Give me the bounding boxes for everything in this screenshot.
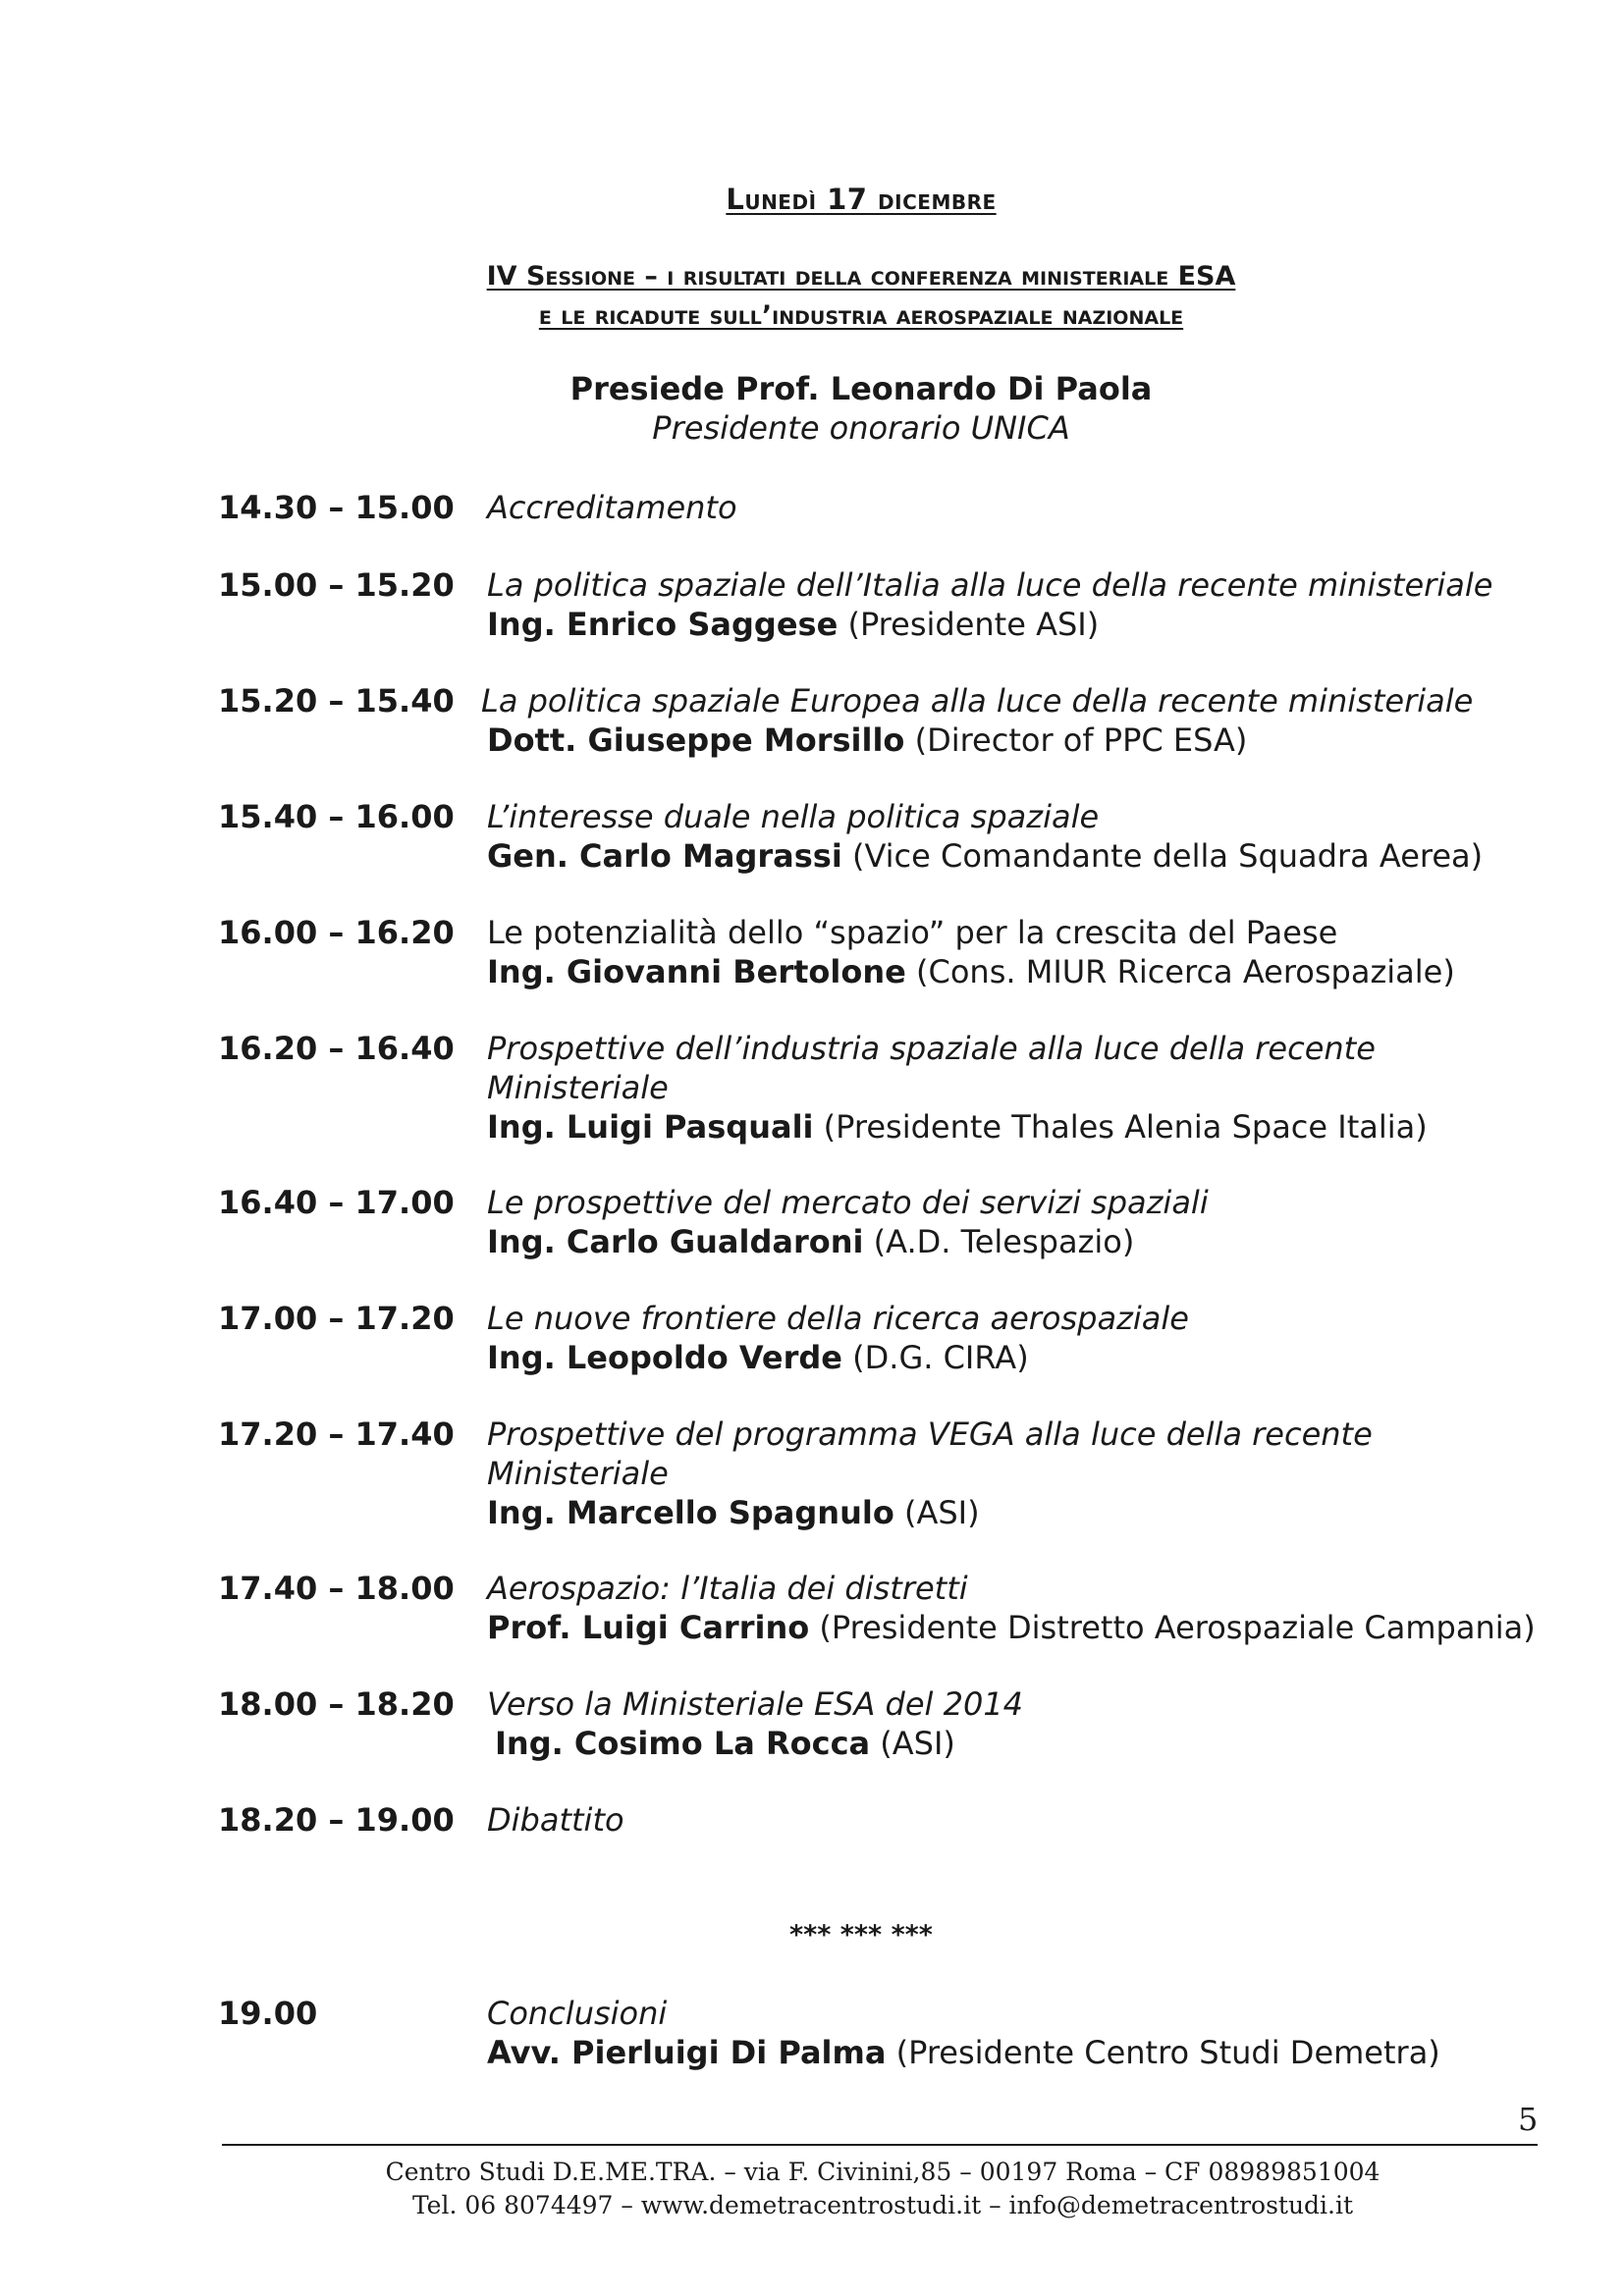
speaker-affiliation: (Cons. MIUR Ricerca Aerospaziale)	[905, 953, 1455, 990]
session-title-line-2: e le ricadute sull’industria aerospaziale nazionale	[538, 300, 1184, 331]
footer-contacts: Tel. 06 8074497 – www.demetracentrostudi.it – info@demetracentrostudi.it	[411, 2191, 1354, 2219]
schedule-title: Le nuove frontiere della ricerca aerospaziale	[487, 1300, 1189, 1337]
schedule-speaker	[487, 2033, 1597, 2072]
schedule-time: 14.30 – 15.00	[218, 489, 455, 526]
schedule-title: Le potenzialità dello “spazio” per la crescita del Paese	[487, 914, 1338, 951]
footer	[0, 2156, 1624, 2222]
schedule-title: Le prospettive del mercato dei servizi spaziali	[487, 1184, 1209, 1221]
session-chair	[0, 369, 1624, 448]
schedule-title: Verso la Ministeriale ESA del 2014	[487, 1685, 1024, 1723]
speaker-name: Dott. Giuseppe Morsillo	[487, 721, 905, 759]
schedule-speaker	[487, 952, 1597, 991]
session-title-line-1: IV Sessione – i risultati della conferenza ministeriale ESA	[486, 261, 1236, 292]
speaker-affiliation: (Presidente Centro Studi Demetra)	[886, 2034, 1440, 2071]
schedule-title: Prospettive del programma VEGA alla luce della recente	[487, 1415, 1373, 1453]
schedule-time: 17.00 – 17.20	[218, 1300, 455, 1337]
schedule-time: 19.00	[218, 1995, 318, 2032]
speaker-affiliation: (D.G. CIRA)	[841, 1339, 1029, 1376]
page-number: 5	[1518, 2101, 1539, 2138]
speaker-name: Ing. Leopoldo Verde	[487, 1339, 842, 1376]
schedule-title: Dibattito	[487, 1801, 624, 1839]
schedule-time: 15.40 – 16.00	[218, 798, 455, 835]
schedule-title-continued: Ministeriale	[487, 1069, 669, 1106]
speaker-name: Ing. Luigi Pasquali	[487, 1108, 814, 1146]
schedule-time: 16.00 – 16.20	[218, 914, 455, 951]
schedule-speaker	[487, 1338, 1597, 1377]
schedule-title: Accreditamento	[487, 489, 737, 526]
schedule-title: Aerospazio: l’Italia dei distretti	[487, 1570, 968, 1607]
speaker-affiliation: (Presidente Distretto Aerospaziale Campania)	[809, 1609, 1536, 1646]
footer-divider	[222, 2144, 1538, 2146]
speaker-name: Ing. Cosimo La Rocca	[495, 1725, 871, 1762]
schedule-speaker	[487, 1222, 1597, 1261]
schedule-time: 16.20 – 16.40	[218, 1030, 455, 1067]
schedule-time: 15.00 – 15.20	[218, 566, 455, 604]
schedule-speaker	[481, 721, 1591, 760]
schedule-speaker	[487, 1724, 1597, 1763]
schedule-speaker	[487, 836, 1597, 876]
session-title	[0, 257, 1624, 336]
schedule-time: 17.40 – 18.00	[218, 1570, 455, 1607]
schedule-title: L’interesse duale nella politica spaziale	[487, 798, 1100, 835]
schedule-time: 18.20 – 19.00	[218, 1801, 455, 1839]
speaker-affiliation: (A.D. Telespazio)	[863, 1223, 1135, 1260]
speaker-name: Prof. Luigi Carrino	[487, 1609, 810, 1646]
chair-name: Presiede Prof. Leonardo Di Paola	[569, 370, 1153, 407]
schedule-time: 15.20 – 15.40	[218, 682, 455, 720]
speaker-name: Avv. Pierluigi Di Palma	[487, 2034, 887, 2071]
schedule-speaker	[487, 605, 1597, 644]
speaker-affiliation: (ASI)	[893, 1494, 980, 1531]
speaker-affiliation: (Vice Comandante della Squadra Aerea)	[841, 837, 1484, 875]
schedule-title: La politica spaziale Europea alla luce della recente ministeriale	[481, 682, 1474, 720]
schedule-title: Conclusioni	[487, 1995, 668, 2032]
speaker-affiliation: (ASI)	[870, 1725, 955, 1762]
speaker-affiliation: (Director of PPC ESA)	[904, 721, 1248, 759]
schedule-speaker	[487, 1493, 1597, 1532]
schedule-speaker	[487, 1608, 1624, 1647]
speaker-name: Ing. Giovanni Bertolone	[487, 953, 906, 990]
schedule-time: 17.20 – 17.40	[218, 1415, 455, 1453]
speaker-name: Ing. Enrico Saggese	[487, 606, 839, 643]
schedule-time: 16.40 – 17.00	[218, 1184, 455, 1221]
speaker-name: Gen. Carlo Magrassi	[487, 837, 842, 875]
speaker-affiliation: (Presidente ASI)	[838, 606, 1100, 643]
schedule-title-continued: Ministeriale	[487, 1455, 669, 1492]
schedule-title: La politica spaziale dell’Italia alla luce della recente ministeriale	[487, 566, 1493, 604]
schedule-time: 18.00 – 18.20	[218, 1685, 455, 1723]
speaker-affiliation: (Presidente Thales Alenia Space Italia)	[813, 1108, 1428, 1146]
schedule-speaker	[487, 1107, 1597, 1147]
section-separator: *** *** ***	[789, 1920, 933, 1950]
speaker-name: Ing. Marcello Spagnulo	[487, 1494, 894, 1531]
chair-role: Presidente onorario UNICA	[652, 409, 1070, 447]
speaker-name: Ing. Carlo Gualdaroni	[487, 1223, 864, 1260]
schedule-title: Prospettive dell’industria spaziale alla luce della recente	[487, 1030, 1376, 1067]
footer-address: Centro Studi D.E.ME.TRA. – via F. Civinini,85 – 00197 Roma – CF 08989851004	[385, 2158, 1380, 2186]
day-title: Lunedì 17 dicembre	[726, 183, 997, 216]
